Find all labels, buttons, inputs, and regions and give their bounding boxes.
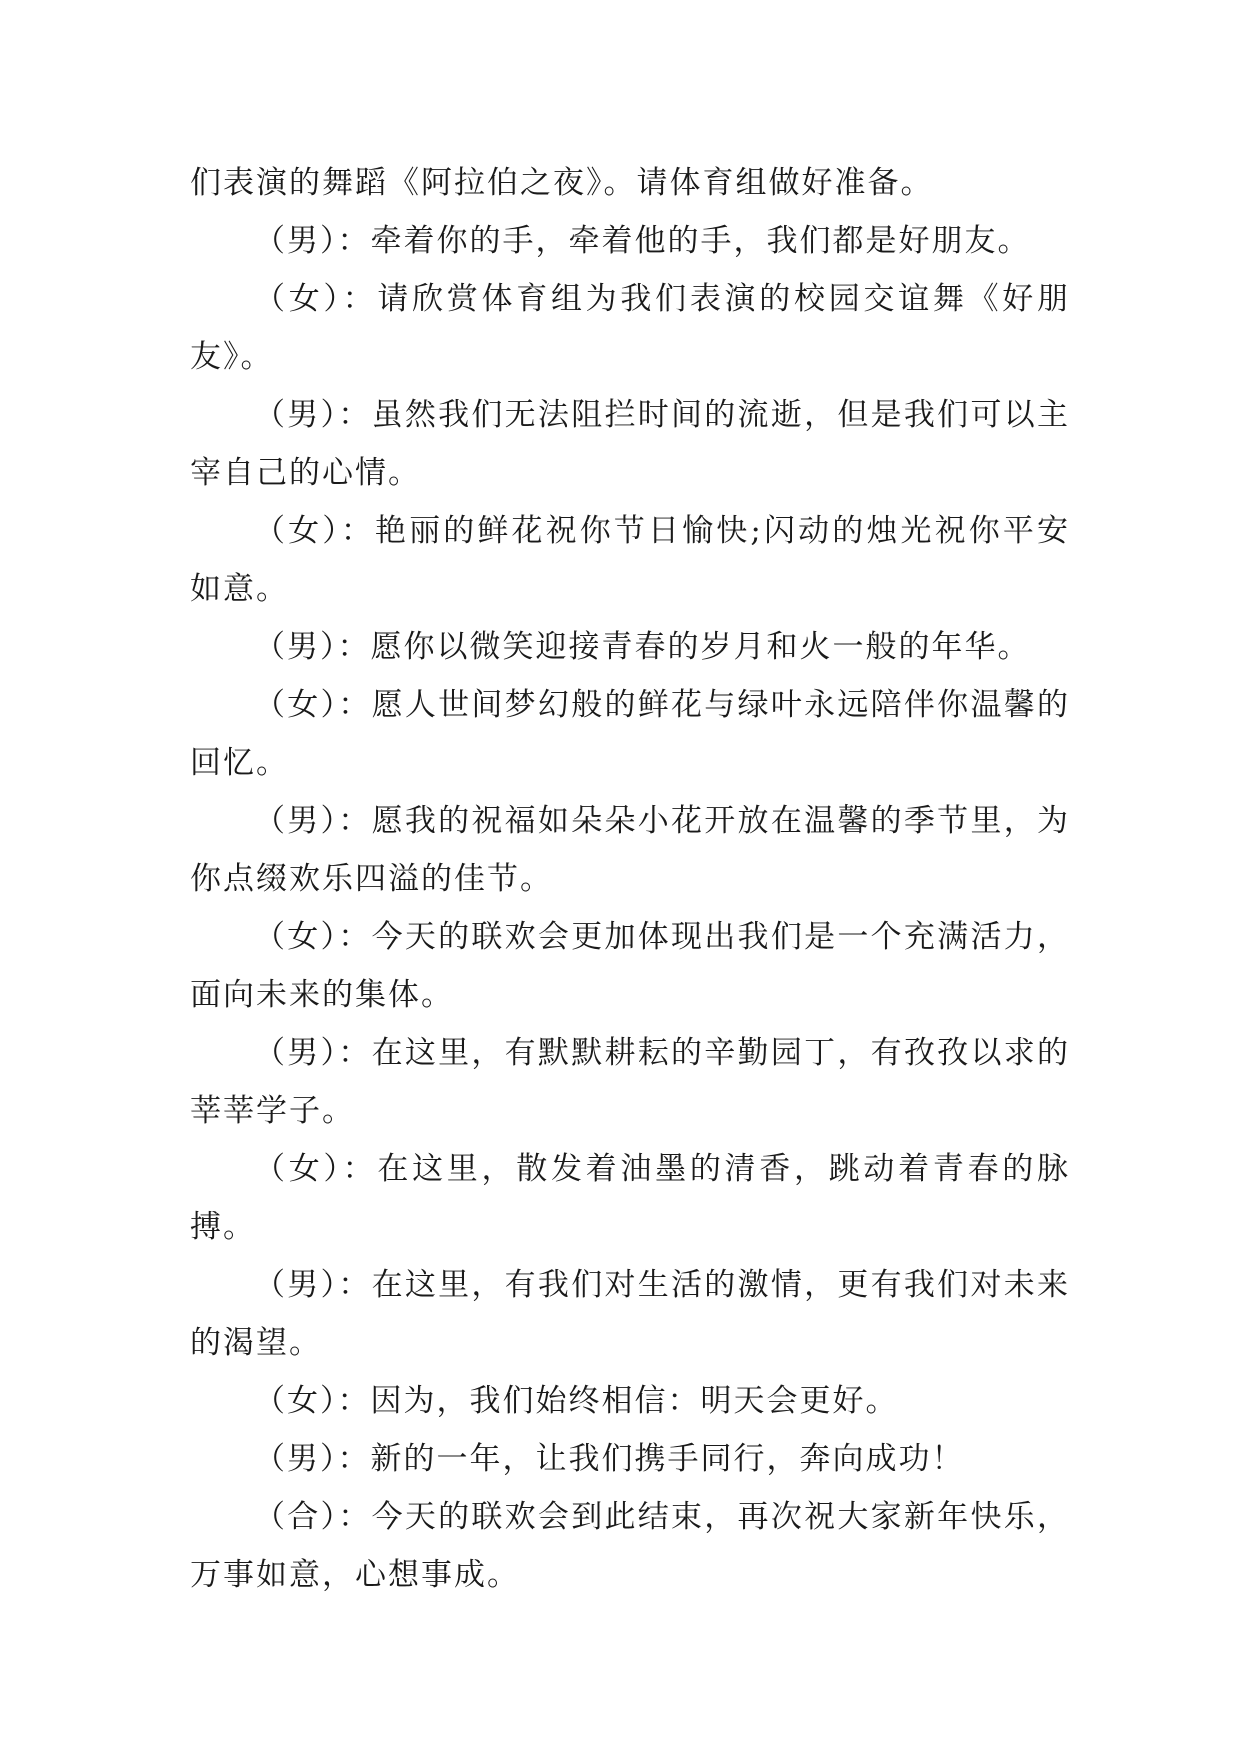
paragraph-male-line: （男）：在这里，有默默耕耘的辛勤园丁，有孜孜以求的莘莘学子。 <box>190 1035 1070 1129</box>
paragraph-male-line: （男）：愿你以微笑迎接青春的岁月和火一般的年华。 <box>254 629 1031 665</box>
paragraph-male-line: （男）：牵着你的手，牵着他的手，我们都是好朋友。 <box>254 223 1031 259</box>
paragraph-continuation: 们表演的舞蹈《阿拉伯之夜》。请体育组做好准备。 <box>190 165 934 201</box>
paragraph-male-line: （男）：愿我的祝福如朵朵小花开放在温馨的季节里，为你点缀欢乐四溢的佳节。 <box>190 803 1070 897</box>
paragraph-male-line: （男）：虽然我们无法阻拦时间的流逝，但是我们可以主宰自己的心情。 <box>190 397 1070 491</box>
paragraph-female-line: （女）：因为，我们始终相信：明天会更好。 <box>254 1383 899 1419</box>
paragraph-female-line: （女）：请欣赏体育组为我们表演的校园交谊舞《好朋友》。 <box>190 281 1070 375</box>
paragraph-female-line: （女）：愿人世间梦幻般的鲜花与绿叶永远陪伴你温馨的回忆。 <box>190 687 1070 781</box>
paragraph-male-line: （男）：新的一年，让我们携手同行，奔向成功！ <box>254 1441 965 1477</box>
paragraph-female-line: （女）：艳丽的鲜花祝你节日愉快;闪动的烛光祝你平安如意。 <box>190 513 1070 607</box>
paragraph-male-line: （男）：在这里，有我们对生活的激情，更有我们对未来的渴望。 <box>190 1267 1070 1361</box>
paragraph-female-line: （女）：在这里，散发着油墨的清香，跳动着青春的脉搏。 <box>190 1151 1070 1245</box>
document-body <box>190 154 1070 1604</box>
paragraph-chorus-line: （合）：今天的联欢会到此结束，再次祝大家新年快乐，万事如意，心想事成。 <box>190 1499 1070 1593</box>
paragraph-female-line: （女）：今天的联欢会更加体现出我们是一个充满活力，面向未来的集体。 <box>190 919 1070 1013</box>
